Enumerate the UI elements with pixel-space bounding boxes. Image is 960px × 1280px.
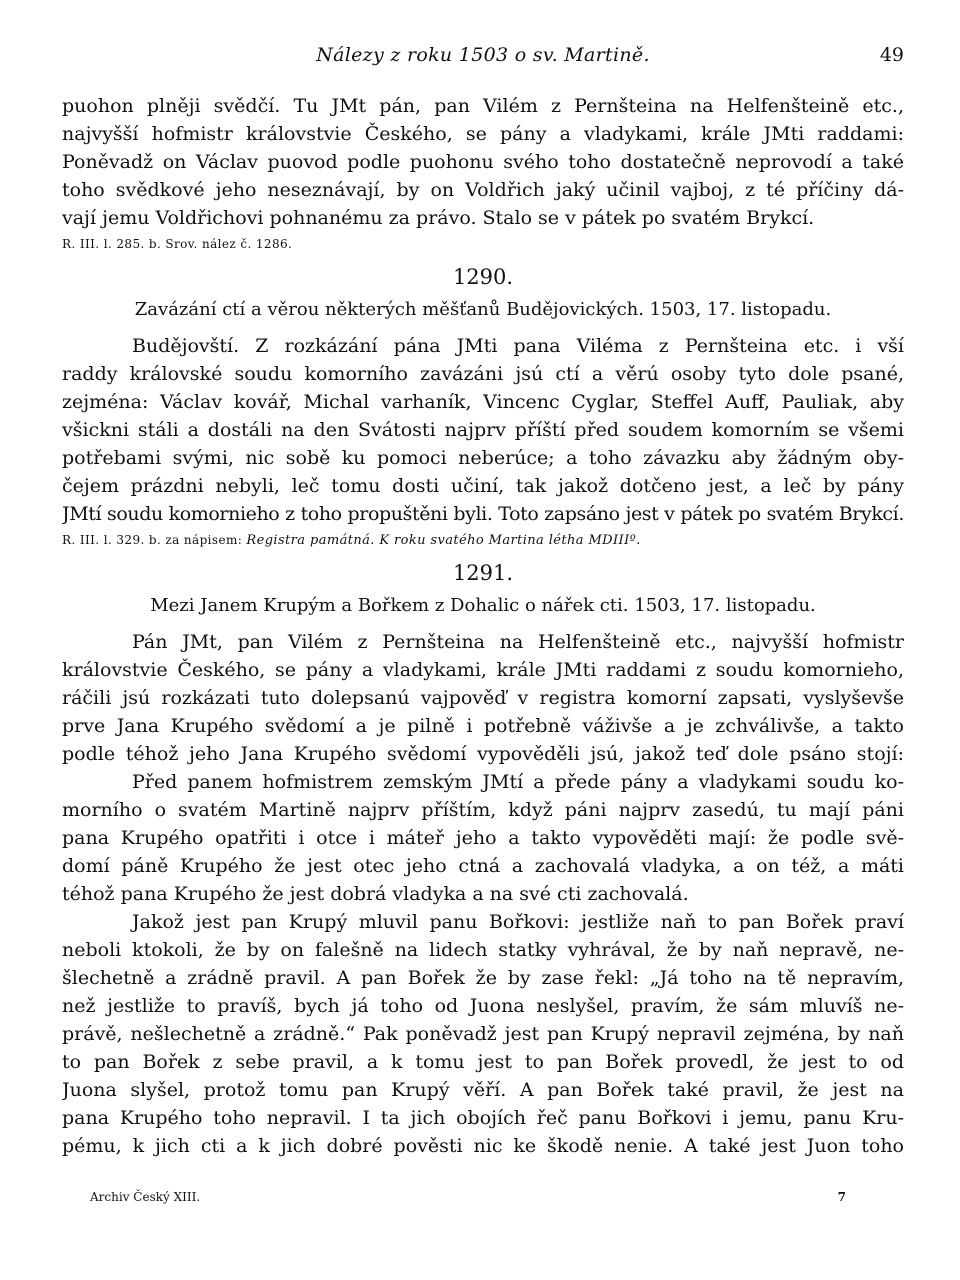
text-line: podle téhož jeho Jana Krupého svědomí vypověděli jsú, jakož teď dole psáno stojí:	[62, 743, 904, 765]
entry-1291	[62, 552, 904, 1160]
text-line: Jakož jest pan Krupý mluvil panu Bořkovi: jestliže naň to pan Bořek praví	[132, 911, 904, 933]
source-note-register: Registra památná. K roku svatého Martina létha MDIIIº.	[246, 533, 641, 548]
text-line: pana Krupého opatřiti i otce i máteř jeho a takto vypověděti mají: že podle svě-	[62, 827, 904, 849]
text-line: ráčili jsú rozkázati tuto dolepsanú vajpověď v registra komorní zapsati, vyslyševše	[62, 687, 904, 709]
page-number: 49	[879, 44, 904, 66]
source-note: R. III. l. 285. b. Srov. nález č. 1286.	[62, 237, 293, 251]
entry-1290	[62, 256, 904, 552]
text-line: morního o svatém Martině najprv příštím, když páni najprv zasedú, tu mají páni	[62, 799, 904, 821]
source-note	[62, 528, 904, 552]
text-line: pana Krupého toho nepravil. I ta jich obojích řeč panu Bořkovi i jemu, panu Kru-	[62, 1107, 904, 1129]
text-line: puohon plněji svědčí. Tu JMt pán, pan Vilém z Pernšteina na Helfenšteině etc.,	[62, 95, 904, 117]
running-title: Nálezy z roku 1503 o sv. Martině.	[316, 44, 650, 66]
source-note-prefix: R. III. l. 329. b. za nápisem:	[62, 533, 243, 547]
sheet-number: 7	[837, 1190, 846, 1204]
text-line: vají jemu Voldřichovi pohnanému za právo. Stalo se v pátek po svatém Brykcí.	[62, 207, 815, 229]
text-line: čejem prázdni nebyli, leč tomu dosti učiní, tak jakož dotčeno jest, a leč by pány	[62, 475, 904, 497]
text-line: Budějovští. Z rozkázání pána JMti pana Viléma z Pernšteina etc. i vší	[132, 335, 904, 357]
text-line: Poněvadž on Václav puovod podle puohonu svého toho dostatečně neprovodí a také	[62, 151, 904, 173]
text-line: šlechetně a zrádně pravil. A pan Bořek že by zase řekl: „Já toho na tě nepravím,	[62, 967, 904, 989]
text-line: Před panem hofmistrem zemským JMtí a přede pány a vladykami soudu ko-	[132, 771, 904, 793]
text-line: královstvie Českého, se pány a vladykami, krále JMti raddami z soudu komornieho,	[62, 659, 904, 681]
text-line: toho svědkové jeho neseznávají, by on Voldřich jaký učinil vajboj, z té příčiny dá-	[62, 179, 904, 201]
text-line: Pán JMt, pan Vilém z Pernšteina na Helfenšteině etc., najvyšší hofmistr	[132, 631, 904, 653]
entry-heading: Mezi Janem Krupým a Bořkem z Dohalic o nářek cti. 1503, 17. listopadu.	[150, 595, 816, 616]
text-line: to pan Bořek z sebe pravil, a k tomu jest to pan Bořek provedl, že jest to od	[62, 1051, 904, 1073]
running-head	[62, 44, 904, 72]
top-paragraph	[62, 92, 904, 256]
entry-heading: Zavázání ctí a věrou některých měšťanů Budějovických. 1503, 17. listopadu.	[134, 299, 832, 320]
footer-signature: Archiv Český XIII.	[90, 1190, 201, 1204]
text-line: všickni stáli a dostáli na den Svátosti najprv příští před soudem komorním se všemi	[62, 419, 904, 441]
text-line: Juona slyšel, protož tomu pan Krupý věří. A pan Bořek také pravil, že jest na	[62, 1079, 904, 1101]
text-block	[62, 92, 904, 1160]
text-line: pému, k jich cti a k jich dobré pověsti nic ke škodě nenie. A také jest Juon toho	[62, 1135, 904, 1157]
entry-number: 1291.	[452, 561, 514, 585]
text-line: najvyšší hofmistr královstvie Českého, se pány a vladykami, krále JMti raddami:	[62, 123, 904, 145]
text-line: právě, nešlechetně a zrádně.“ Pak poněvadž jest pan Krupý nepravil zejména, by naň	[62, 1023, 904, 1045]
entry-number: 1290.	[452, 265, 514, 289]
text-line: neboli ktokoli, že by on falešně na lidech statky vyhrával, že by naň nepravě, ne-	[62, 939, 904, 961]
text-line: zejména: Václav kovář, Michal varhaník, Vincenc Cyglar, Steffel Auff, Pauliak, aby	[62, 391, 904, 413]
text-line: než jestliže to pravíš, bych já toho od Juona neslyšel, pravím, že sám mluvíš ne-	[62, 995, 904, 1017]
text-line: téhož pana Krupého že jest dobrá vladyka a na své cti zachovalá.	[62, 883, 689, 905]
text-line: raddy královské soudu komorního zavázáni jsú ctí a věrú osoby tyto dole psané,	[62, 363, 904, 385]
text-line: potřebami svými, nic sobě ku pomoci neberúce; a toho závazku aby žádným oby-	[62, 447, 904, 469]
page-footer	[90, 1190, 846, 1210]
text-line: domí páně Krupého že jest otec jeho ctná a zachovalá vladyka, a on též, a máti	[62, 855, 904, 877]
text-line: JMtí soudu komornieho z toho propuštěni byli. Toto zapsáno jest v pátek po svatém Brykcí.	[62, 503, 904, 525]
text-line: prve Jana Krupého svědomí a je pilně i potřebně váživše a je zchválivše, a takto	[62, 715, 904, 737]
